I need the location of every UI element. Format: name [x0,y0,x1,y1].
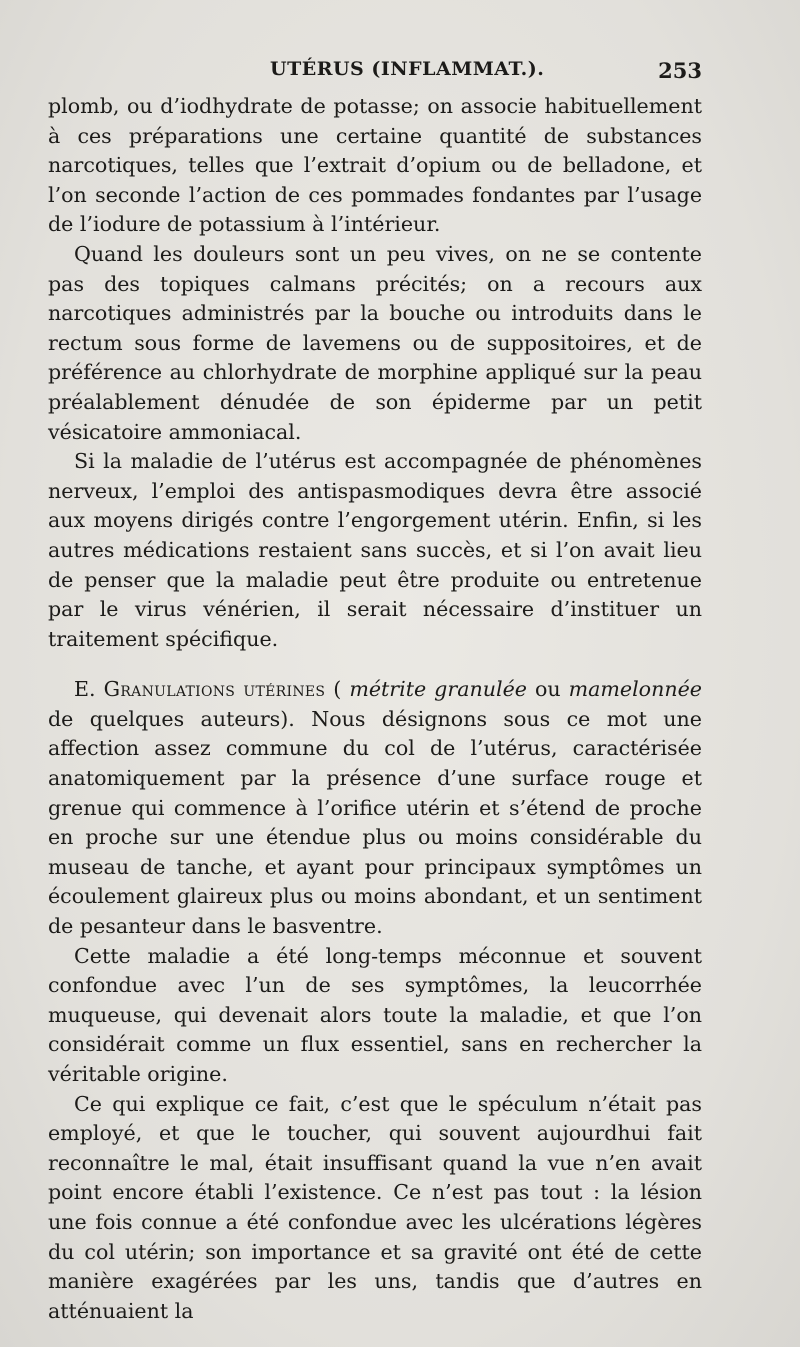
running-title: UTÉRUS (INFLAMMAT.). [270,58,545,80]
conjunction-ou: ou [526,677,569,702]
section-heading: Granulations utérines [103,677,326,702]
term-metrite-granulee: métrite granulée [349,677,527,702]
term-mamelonnee: mamelonnée [568,677,702,702]
page-header [48,58,702,88]
bottom-margin [0,1217,800,1347]
paragraph-granulations [48,675,702,941]
paragraph-continuation: plomb, ou d’iodhydrate de potasse; on associe habituellement à ces préparations une certaine quantité de substances narcotiques, telles que l’extrait d’opium ou de belladone, et l’on seconde l’action de ces pommades fondantes par l’usage de l’iodure de potassium à l’intérieur. [48,94,702,237]
section-gap [48,654,702,675]
paragraph-granulations-text: de quelques auteurs). Nous désignons sous ce mot une affection assez commune du col de l’utérus, caractérisée anatomiquement par la présence d’une surface rouge et grenue qui commence à l’orifice utérin et s’étend de proche en proche sur une étendue plus ou moins considérable du museau de tanche, et ayant pour principaux symptômes un écoulement glaireux plus ou moins abondant, et un sentiment de pesanteur dans le basventre. [48,706,702,939]
section-letter: E. [74,677,96,702]
paragraph-antispasmodiques: Si la maladie de l’utérus est accompagnée de phénomènes nerveux, l’emploi des antispasmodiques devra être associé aux moyens dirigés contre l’engorgement utérin. Enfin, si les autres médications restaient sans succès, et si l’on avait lieu de penser que la maladie peut être produite ou entretenue par le virus vénérien, il serait nécessaire d’instituer un traitement spécifique. [48,449,702,651]
page-number: 253 [658,58,702,83]
paragraph-speculum: Ce qui explique ce fait, c’est que le spéculum n’était pas employé, et que le toucher, qui souvent aujourdhui fait reconnaître le mal, était insuffisant quand la vue n’en avait point encore établi l’existence. Ce n’est pas tout : la lésion une fois connue a été confondue avec les ulcérations légères du col utérin; son importance et sa gravité ont été de cette manière exagérées par les uns, tandis que d’autres en atténuaient la [48,1091,702,1323]
paren-open: ( [325,677,350,702]
page-body [48,92,702,1326]
paragraph-meconnue: Cette maladie a été long-temps méconnue et souvent confondue avec l’un de ses symptômes, la leucorrhée muqueuse, qui devenait alors toute la maladie, et que l’on considérait comme un flux essentiel, sans en rechercher la véritable origine. [48,943,702,1086]
paragraph-douleurs: Quand les douleurs sont un peu vives, on ne se contente pas des topiques calmans précités; on a recours aux narcotiques administrés par la bouche ou introduits dans le rectum sous forme de lavemens ou de suppositoires, et de préférence au chlorhydrate de morphine appliqué sur la peau préalablement dénudée de son épiderme par un petit vésicatoire ammoniacal. [48,241,702,444]
